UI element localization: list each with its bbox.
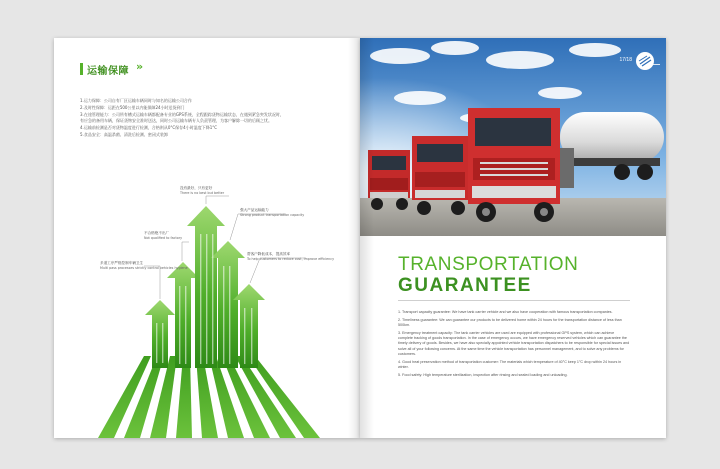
page-fold-shadow	[360, 38, 374, 438]
list-item: 4.运输前检测是否对货物温度进行检测，合格则从0°C保存4小时温度下降1°C	[80, 125, 218, 131]
label-no-best: 没有最好，只有更好 There is no best but better	[180, 186, 225, 195]
double-chevron-icon: »	[136, 60, 144, 73]
list-item: 1. Transport capacity guarantee: We have tank carrier vehicle and we also have cooperation with famous transportation companies.	[398, 310, 613, 314]
list-item: 3.在途管理能力：公司所有槽式运输车辆都配备专业的GPS系统，全程跟踪货物运输状态，在遇到紧急突发状况时，	[80, 111, 284, 117]
list-item: 4. Good heat preservation method of transportation customer: The materials which temperature of 40°C keep 1°C drop within 24 hours in winter.	[398, 359, 622, 370]
company-logo-icon	[636, 52, 654, 70]
list-item: 5. Food safety: High temperature sterilization, inspection after rinsing and sealed loading and unloading.	[398, 372, 568, 377]
label-not-qualified: 不合格绝不出厂 Not qualified to factory	[144, 231, 183, 240]
list-item: 5.食品安全：高温杀菌、清洗后检测、密闭式装卸	[80, 131, 168, 137]
green-arrows-illustration	[54, 38, 360, 438]
left-page	[54, 38, 360, 438]
title-line-2: GUARANTEE	[398, 275, 532, 296]
list-item: 2.及时性保障：运距在500公里以内能保障24小时送货到门	[80, 104, 185, 110]
list-item: 2. Timeliness guarantee: We can guarantee our products to be delivered home within 24 hours for the transportation distance of less than 500km.	[398, 317, 622, 327]
list-item: 有应急的备用车辆，保证货物安全准时送达，同时公司运输车辆专人负责管理，为客户解除一切的后顾之忧。	[80, 118, 272, 124]
english-guarantee-list	[398, 310, 630, 380]
label-transport-capacity: 强大产品运输能力 Strong product transportation capacity	[240, 208, 305, 217]
page-number: 17/18	[619, 57, 632, 63]
right-page	[360, 38, 666, 438]
list-item: 1.运力保障：公司自有厂区运输车辆同时与知名的运输公司合作	[80, 98, 192, 103]
trucks-photo	[360, 38, 666, 236]
title-line-1: TRANSPORTATION	[398, 254, 579, 275]
road-stripes	[98, 356, 320, 438]
section-title: 运输保障	[87, 66, 129, 77]
label-reduce-cost: 帮客户降低成本，提高效率 To help customers to reduce cost, improve efficiency	[247, 252, 335, 261]
label-hygiene: 多道工序严格控制车辆卫生 Multi pass processes strictly control vehicles hygiene	[100, 261, 188, 270]
title-divider	[398, 300, 630, 301]
list-item: 3. Emergency treatment capacity: The tank carrier vehicles are used are equipped with professional GPS system, which can achieve complete tracking of goods transportation. In the case of emergency occurs, we have emergency reserved vehicles which can guarantee the timely delivery of goods. Besides, we have also specially appointed vehicle transportation dispatchers to be responsible for special issues and solve all of your following concerns. At the same time the vehicle transportation has personnel management, and to solve any problems for customers.	[398, 330, 630, 357]
